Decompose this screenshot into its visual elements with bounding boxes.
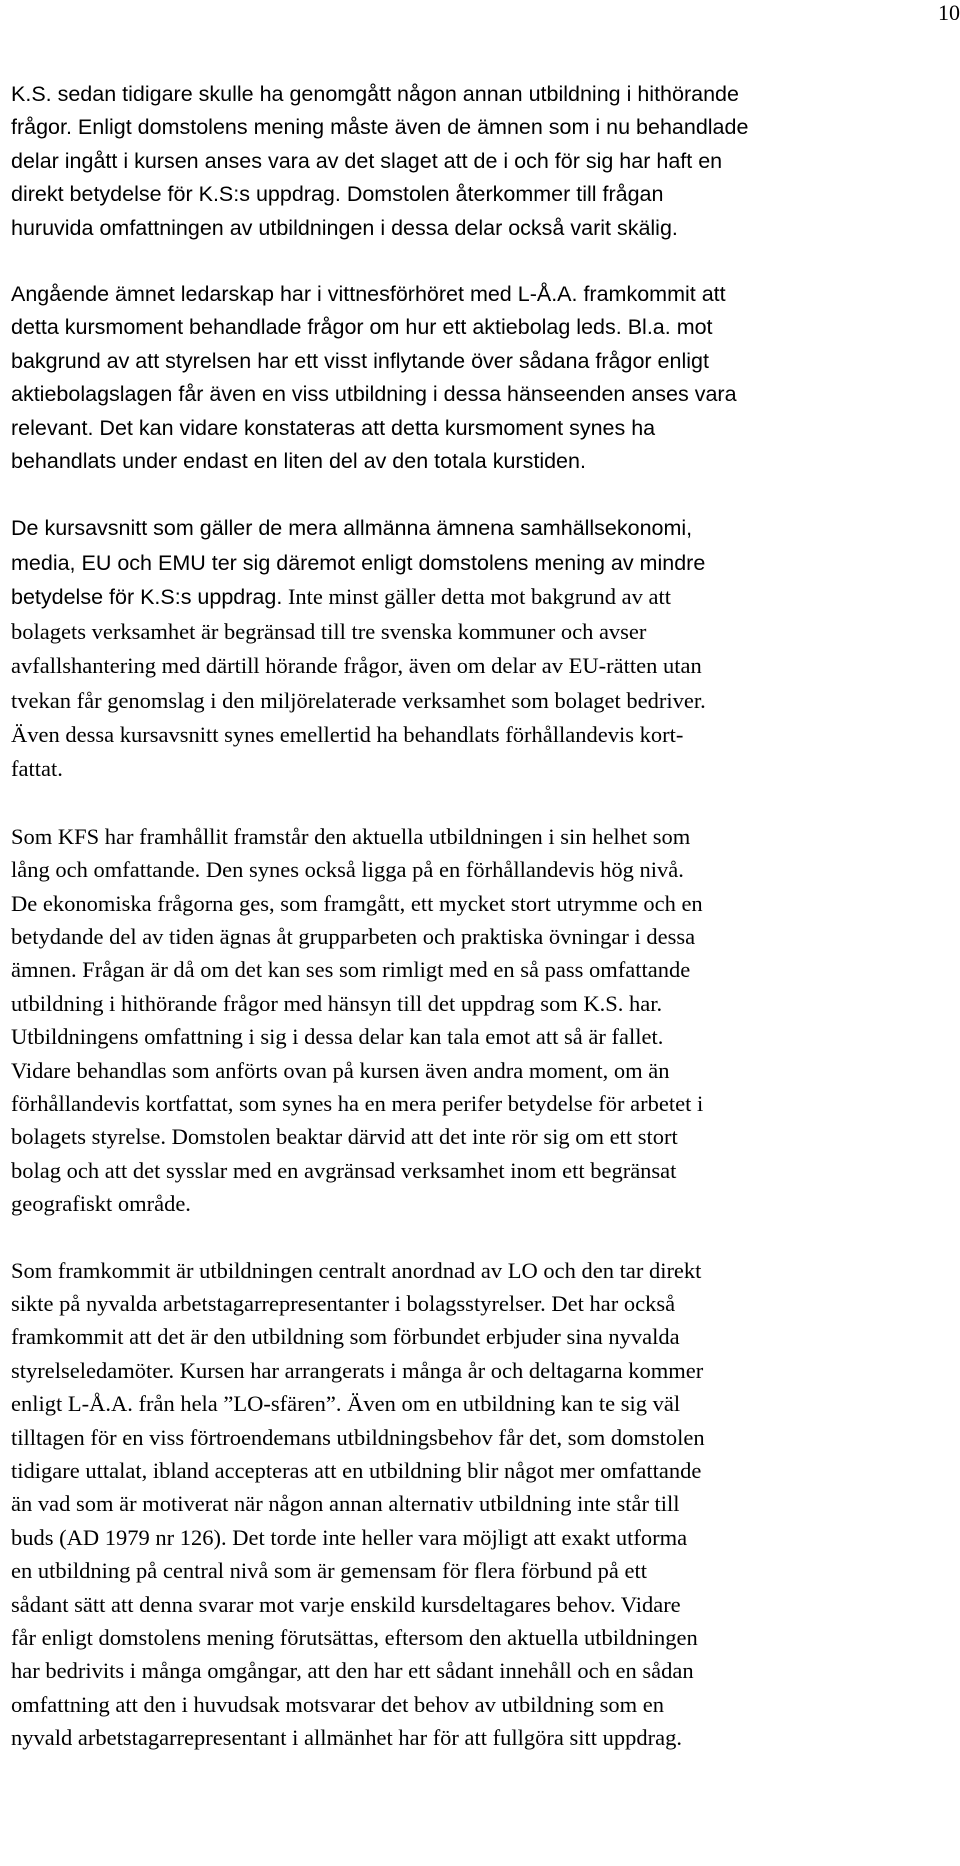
text-line: avfallshantering med därtill hörande frågor, även om delar av EU-rätten utan: [11, 653, 702, 679]
text-line: delar ingått i kursen anses vara av det slaget att de i och för sig har haft en: [11, 148, 723, 173]
text-line: lång och omfattande. Den synes också ligga på en förhållandevis hög nivå.: [11, 857, 684, 883]
text-line: frågor. Enligt domstolens mening måste även de ämnen som i nu behandlade: [11, 115, 749, 140]
text-line: direkt betydelse för K.S:s uppdrag. Domstolen återkommer till frågan: [11, 182, 664, 207]
text-line: styrelseledamöter. Kursen har arrangerats i många år och deltagarna kommer: [11, 1357, 704, 1383]
text-line: ämnen. Frågan är då om det kan ses som rimligt med en så pass omfattande: [11, 957, 691, 983]
text-line: buds (AD 1979 nr 126). Det torde inte heller vara möjligt att exakt utforma: [11, 1524, 688, 1550]
text-line: sikte på nyvalda arbetstagarrepresentanter i bolagsstyrelser. Det har också: [11, 1291, 676, 1316]
text-line: Vidare behandlas som anförts ovan på kursen även andra moment, om än: [11, 1057, 670, 1083]
text-line: en utbildning på central nivå som är gemensam för flera förbund på ett: [11, 1558, 648, 1584]
text-line: bolagets verksamhet är begränsad till tre svenska kommuner och avser: [11, 618, 647, 644]
text-line: behandlats under endast en liten del av den totala kurstiden.: [11, 449, 586, 474]
document-body: [11, 78, 931, 1755]
text-line: enligt L-Å.A. från hela ”LO-sfären”. Även om en utbildning kan te sig väl: [11, 1391, 681, 1417]
text-line: huruvida omfattningen av utbildningen i dessa delar också varit skälig.: [11, 215, 678, 240]
text-line: detta kursmoment behandlade frågor om hur ett aktiebolag leds. Bl.a. mot: [11, 315, 713, 340]
text-line: utbildning i hithörande frågor med hänsyn till det uppdrag som K.S. har.: [11, 990, 663, 1016]
paragraph: [11, 1254, 931, 1755]
text-line: tidigare uttalat, ibland accepteras att en utbildning blir något mer omfattande: [11, 1458, 702, 1484]
text-line: tilltagen för en viss förtroendemans utbildningsbehov får det, som domstolen: [11, 1424, 705, 1450]
text-line: geografiskt område.: [11, 1191, 191, 1217]
text-line: media, EU och EMU ter sig däremot enligt domstolens mening av mindre: [11, 550, 706, 575]
paragraph: [11, 78, 931, 245]
text-line: K.S. sedan tidigare skulle ha genomgått någon annan utbildning i hithörande: [11, 82, 739, 106]
text-line: sådant sätt att denna svarar mot varje enskild kursdeltagares behov. Vidare: [11, 1591, 681, 1617]
text-line: Som framkommit är utbildningen centralt anordnad av LO och den tar direkt: [11, 1257, 702, 1283]
text-line: omfattning att den i huvudsak motsvarar det behov av utbildning som en: [11, 1691, 665, 1717]
text-line: framkommit att det är den utbildning som förbundet erbjuder sina nyvalda: [11, 1324, 680, 1350]
text-line: De ekonomiska frågorna ges, som framgått, ett mycket stort utrymme och en: [11, 890, 703, 916]
text-line: bakgrund av att styrelsen har ett visst inflytande över sådana frågor enligt: [11, 348, 709, 373]
text-line: betydelse för K.S:s uppdrag. Inte minst gäller detta mot bakgrund av att: [11, 584, 671, 610]
text-line: än vad som är motiverat när någon annan alternativ utbildning inte står till: [11, 1491, 680, 1517]
paragraph: [11, 820, 931, 1221]
text-line: Utbildningens omfattning i sig i dessa delar kan tala emot att så är fallet.: [11, 1024, 664, 1050]
text-line: De kursavsnitt som gäller de mera allmänna ämnena samhällsekonomi,: [11, 516, 693, 541]
text-line: aktiebolagslagen får även en viss utbildning i dessa hänseenden anses vara: [11, 382, 737, 407]
text-line: nyvald arbetstagarrepresentant i allmänhet har för att fullgöra sitt uppdrag.: [11, 1725, 683, 1751]
text-line: fattat.: [11, 756, 63, 782]
text-line: får enligt domstolens mening förutsättas, eftersom den aktuella utbildningen: [11, 1625, 698, 1651]
text-line: tvekan får genomslag i den miljörelaterade verksamhet som bolaget bedriver.: [11, 687, 706, 713]
text-line: Som KFS har framhållit framstår den aktuella utbildningen i sin helhet som: [11, 823, 691, 849]
paragraph: [11, 278, 931, 478]
text-line: bolag och att det sysslar med en avgränsad verksamhet inom ett begränsat: [11, 1157, 677, 1183]
text-line: Även dessa kursavsnitt synes emellertid ha behandlats förhållandevis kort-: [11, 721, 684, 747]
text-line: har bedrivits i många omgångar, att den har ett sådant innehåll och en sådan: [11, 1658, 694, 1684]
page-number: 10: [938, 0, 960, 25]
text-line: Angående ämnet ledarskap har i vittnesförhöret med L-Å.A. framkommit att: [11, 282, 726, 307]
text-line: förhållandevis kortfattat, som synes ha en mera perifer betydelse för arbetet i: [11, 1090, 704, 1116]
text-line: betydande del av tiden ägnas åt grupparbeten och praktiska övningar i dessa: [11, 923, 696, 949]
text-line: relevant. Det kan vidare konstateras att detta kursmoment synes ha: [11, 415, 656, 440]
text-line: bolagets styrelse. Domstolen beaktar därvid att det inte rör sig om ett stort: [11, 1124, 678, 1150]
paragraph: [11, 511, 931, 786]
